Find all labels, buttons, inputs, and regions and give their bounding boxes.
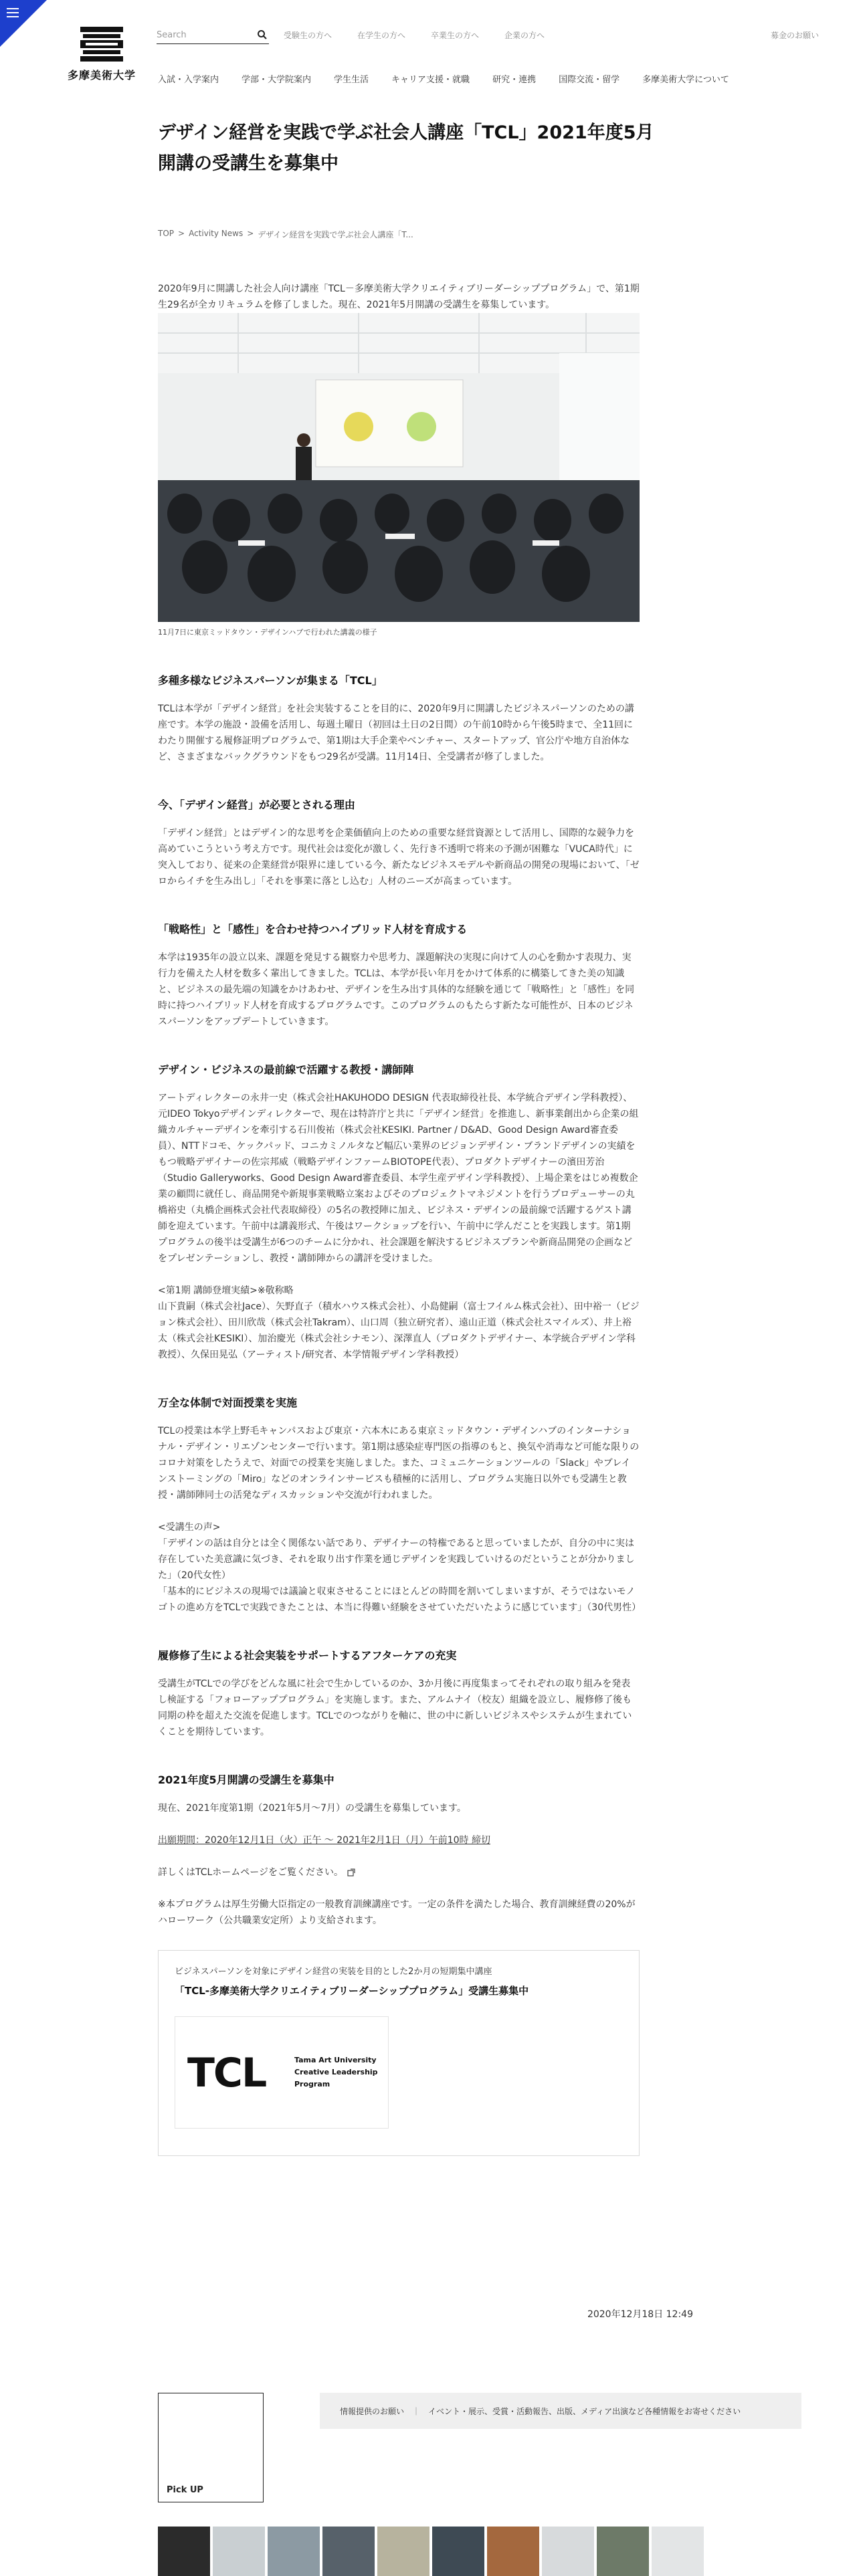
thumbnail[interactable] bbox=[432, 2527, 484, 2576]
lecture-photo bbox=[158, 313, 640, 622]
voice-heading: <受講生の声> bbox=[158, 1522, 221, 1533]
university-logo[interactable] bbox=[62, 27, 142, 82]
nav-item-student-life[interactable]: 学生生活 bbox=[334, 75, 369, 85]
tcl-logo: TCL bbox=[187, 2050, 266, 2097]
section-heading: 万全な体制で対面授業を実施 bbox=[158, 1396, 298, 1409]
post-date: 2020年12月18日 12:49 bbox=[587, 2309, 693, 2320]
audience-link-students[interactable]: 在学生の方へ bbox=[357, 31, 406, 40]
promo-title: 「TCL-多摩美術大学クリエイティブリーダーシッププログラム」受講生募集中 bbox=[175, 1985, 529, 1997]
section-body: TCLは本学が「デザイン経営」を社会実装することを目的に、2020年9月に開講したビジネスパーソンのための講座です。本学の施設・設備を活用し、毎週土曜日（初回は土日の2日間）の午前10時から午後5時まで、全11回にわたり開催する履修証明プログラムで、第1期は大手企業やベンチャー、スタートアップ、官公庁や地方自治体など、さまざまなバックグラウンドをもつ29名が受講。11月14日、全受講者が修了しました。 bbox=[158, 704, 634, 762]
main-nav bbox=[158, 72, 729, 85]
thumbnail[interactable] bbox=[213, 2527, 265, 2576]
nav-item-admissions[interactable]: 入試・入学案内 bbox=[158, 75, 219, 85]
section-diverse-participants bbox=[158, 673, 640, 765]
tcl-caption-line: Tama Art University bbox=[294, 2056, 377, 2064]
tcl-homepage-link[interactable] bbox=[158, 1864, 640, 1881]
thumbnail[interactable] bbox=[377, 2527, 430, 2576]
section-heading: 多種多様なビジネスパーソンが集まる「TCL」 bbox=[158, 674, 383, 687]
nav-item-international[interactable]: 国際交流・留学 bbox=[559, 75, 620, 85]
search-input[interactable] bbox=[157, 27, 250, 43]
tcl-promo-box bbox=[158, 1950, 640, 2156]
thumbnail[interactable] bbox=[487, 2527, 539, 2576]
section-heading: 2021年度5月開講の受講生を募集中 bbox=[158, 1774, 335, 1786]
application-period: 出願期間：2020年12月1日（火）正午 〜 2021年2月1日（月）午前10時 締切 bbox=[158, 1835, 490, 1846]
audience-link-alumni[interactable]: 卒業生の方へ bbox=[431, 31, 480, 40]
section-heading: 今、「デザイン経営」が必要とされる理由 bbox=[158, 798, 355, 811]
breadcrumb-separator: > bbox=[178, 229, 185, 238]
external-link-icon bbox=[347, 1868, 355, 1876]
thumbnail[interactable] bbox=[542, 2527, 594, 2576]
info-request-link[interactable]: 情報提供のお願い bbox=[340, 2406, 405, 2416]
tcl-caption-line: Program bbox=[294, 2080, 330, 2088]
tcl-caption-line: Creative Leadership bbox=[294, 2068, 378, 2076]
guest-list: 山下貴嗣（株式会社Jace）、矢野直子（積水ハウス株式会社）、小島健嗣（富士フイルム株式会社）、田中裕一（ピジョン株式会社）、田川欣哉（株式会社Takram）、山口周（独立研究者）、遠山正道（株式会社スマイルズ）、井上裕太（株式会社KESIKI）、加治慶光（株式会社シナモン）、深澤直人（プロダクトデザイナー、本学統合デザイン学科教授）、久保田晃弘（アーティスト/研究者、本学情報デザイン学科教授） bbox=[158, 1301, 640, 1360]
section-body: アートディレクターの永井一史（株式会社HAKUHODO DESIGN 代表取締役社長、本学統合デザイン学科教授）、元IDEO Tokyoデザインディレクターで、現在は特許庁と共に「デザイン経営」を推進し、新事業創出から企業の組織カルチャーデザインを牽引する石川俊祐（株式会社KESIKI. Partner / D&AD、Good Design Award審査委員）、NTTドコモ、ケックパッド、コニカミノルタなど幅広い業界のビジョンデザイン・ブランドデザインの実績をもつ戦略デザイナーの佐宗邦威（戦略デザインファームBIOTOPE代表）、プロダクトデザイナーの濱田芳治（Studio Galleryworks、Good Design Award審査委員、本学生産デザイン学科教授）、上場企業をはじめ複数企業の顧問に就任し、商品開発や新規事業戦略立案およびそのプロジェクトマネジメントを行うプロデューサーの丸橋裕史（丸橋企画株式会社代表取締役）の5名の教授陣に加え、ビジネス・デザインの最前線で活躍するゲスト講師を迎えています。午前中は講義形式、午後はワークショップを行い、午前中に学んだことを実践します。第1期プログラムの後半は受講生が6つのチームに分かれ、社会課題を解決するビジネスプランや新商品開発の企画などをプレゼンテーションし、教授・講師陣からの講評を受けました。 bbox=[158, 1093, 639, 1264]
thumbnail[interactable] bbox=[158, 2527, 210, 2576]
student-voice-1: 「デザインの話は自分とは全く関係ない話であり、デザイナーの特権であると思っていましたが、自分の中に実は存在していた美意識に気づき、それを取り出す作業を通じデザインを実践していけるのだということが分かりました」（20代女性） bbox=[158, 1538, 635, 1581]
section-body: TCLの授業は本学上野毛キャンパスおよび東京・六本木にある東京ミッドタウン・デザインハブのインターナショナル・デザイン・リエゾンセンターで行います。第1期は感染症専門医の指導のもと、換気や消毒など可能な限りのコロナ対策をしたうえで、対面での授業を実施しました。また、コミュニケーションツールの「Slack」やブレインストーミングの「Miro」などのオンラインサービスも積極的に活用し、プログラム実施日以外でも受講生と教授・講師陣同士の活発なディスカッションや交流が行われました。 bbox=[158, 1426, 640, 1501]
logo-text: 多摩美術大学 bbox=[67, 69, 136, 82]
corner-menu-tab[interactable] bbox=[0, 0, 47, 47]
thumbnail[interactable] bbox=[652, 2527, 704, 2576]
nav-item-about[interactable]: 多摩美術大学について bbox=[642, 75, 729, 85]
section-hybrid-talent bbox=[158, 922, 640, 1030]
article-intro: 2020年9月に開講した社会人向け講座「TCL－多摩美術大学クリエイティブリーダーシッププログラム」で、第1期生29名が全カリキュラムを修了しました。現在、2021年5月開講の受講生を募集しています。 bbox=[158, 284, 640, 310]
section-body: 「デザイン経営」とはデザイン的な思考を企業価値向上のための重要な経営資源として活用し、国際的な競争力を高めていこうという考え方です。現代社会は変化が激しく、先行き不透明で将来の予測が困難な「VUCA時代」に突入しており、従来の企業経営が限界に達している今、新たなビジネスモデルや新商品の開発の現場において、「ゼロからイチを生み出し」「それを事業に落とし込む」人材のニーズが高まっています。 bbox=[158, 828, 640, 887]
section-why-design-management bbox=[158, 797, 640, 889]
article-body bbox=[158, 281, 640, 2156]
tcl-banner-link[interactable] bbox=[175, 2016, 389, 2129]
info-request-bar[interactable] bbox=[320, 2393, 801, 2429]
promo-lead: ビジネスパーソンを対象にデザイン経営の実装を目的とした2か月の短期集中講座 bbox=[175, 1967, 492, 1977]
subsidy-note: ※本プログラムは厚生労働大臣指定の一般教育訓練講座です。一定の条件を満たした場合、教育訓練経費の20%がハローワーク（公共職業安定所）より支給されます。 bbox=[158, 1899, 636, 1926]
audience-links bbox=[284, 29, 545, 41]
nav-item-faculties[interactable]: 学部・大学院案内 bbox=[242, 75, 312, 85]
nav-item-research[interactable]: 研究・連携 bbox=[492, 75, 537, 85]
lecture-photo-image bbox=[158, 313, 640, 622]
page-title: デザイン経営を実践で学ぶ社会人講座「TCL」2021年度5月開講の受講生を募集中 bbox=[158, 122, 654, 174]
menu-icon bbox=[0, 0, 47, 47]
pickup-card[interactable] bbox=[158, 2393, 264, 2502]
thumbnail[interactable] bbox=[597, 2527, 649, 2576]
tcl-homepage-link-text[interactable]: 詳しくはTCLホームページをご覧ください。 bbox=[158, 1867, 344, 1878]
section-in-person-classes bbox=[158, 1395, 640, 1616]
section-heading: 履修修了生による社会実装をサポートするアフターケアの充実 bbox=[158, 1649, 457, 1662]
thumbnail[interactable] bbox=[268, 2527, 320, 2576]
pickup-thumbnails bbox=[158, 2527, 704, 2576]
section-recruitment bbox=[158, 1772, 640, 2156]
audience-link-companies[interactable]: 企業の方へ bbox=[504, 31, 545, 40]
info-separator: ｜ bbox=[412, 2406, 421, 2416]
section-aftercare bbox=[158, 1648, 640, 1740]
nav-item-career[interactable]: キャリア支援・就職 bbox=[391, 75, 470, 85]
search-box bbox=[157, 27, 269, 44]
section-heading: 「戦略性」と「感性」を合わせ持つハイブリッド人材を育成する bbox=[158, 923, 468, 936]
logo-mark-icon bbox=[80, 27, 123, 62]
section-body: 本学は1935年の設立以来、課題を発見する観察力や思考力、課題解決の実現に向けて人の心を動かす表現力、実行力を備えた人材を数多く輩出してきました。TCLは、本学が長い年月をかけて体系的に構築してきた美の知識と、ビジネスの最先端の知識をかけあわせ、デザインを生み出す具体的な経験を通じて「戦略性」と「感性」を同時に持つハイブリッド人材を育成するプログラムです。このプログラムのもたらす新たな可能性が、日本のビジネスパーソンをアップデートしていきます。 bbox=[158, 952, 635, 1027]
photo-caption: 11月7日に東京ミッドタウン・デザインハブで行われた講義の様子 bbox=[158, 628, 377, 637]
section-heading: デザイン・ビジネスの最前線で活躍する教授・講師陣 bbox=[158, 1063, 414, 1076]
breadcrumb-activity-news[interactable]: Activity News bbox=[189, 229, 244, 238]
tcl-logo-caption bbox=[294, 2054, 378, 2090]
pickup-label: Pick UP bbox=[167, 2485, 203, 2495]
guest-heading: <第1期 講師登壇実績>※敬称略 bbox=[158, 1285, 294, 1296]
breadcrumb-separator: > bbox=[247, 229, 254, 238]
donation-link[interactable]: 募金のお願い bbox=[770, 31, 819, 40]
info-request-text: イベント・展示、受賞・活動報告、出版、メディア出演など各種情報をお寄せください bbox=[428, 2406, 741, 2416]
thumbnail[interactable] bbox=[322, 2527, 375, 2576]
breadcrumb-top[interactable]: TOP bbox=[158, 229, 175, 238]
student-voice-2: 「基本的にビジネスの現場では議論と収束させることにほとんどの時間を割いてしまいますが、そうではないモノゴトの進め方をTCLで実践できたことは、本当に得難い経験をさせていただいたように感じています」（30代男性） bbox=[158, 1586, 642, 1613]
recruit-line: 現在、2021年度第1期（2021年5月〜7月）の受講生を募集しています。 bbox=[158, 1803, 466, 1814]
section-body: 受講生がTCLでの学びをどんな風に社会で生かしているのか、3か月後に再度集まってそれぞれの取り組みを発表し検証する「フォローアッププログラム」を実施します。また、アルムナイ（校友）組織を設立し、履修修了後も同期の枠を超えた交流を促進します。TCLでのつながりを軸に、世の中に新しいビジネスやシステムが生まれていくことを期待しています。 bbox=[158, 1679, 632, 1737]
breadcrumb bbox=[158, 229, 413, 240]
search-icon[interactable] bbox=[257, 29, 268, 40]
breadcrumb-current: デザイン経営を実践で学ぶ社会人講座「T... bbox=[258, 230, 413, 239]
section-instructors bbox=[158, 1062, 640, 1363]
audience-link-applicants[interactable]: 受験生の方へ bbox=[284, 31, 332, 40]
